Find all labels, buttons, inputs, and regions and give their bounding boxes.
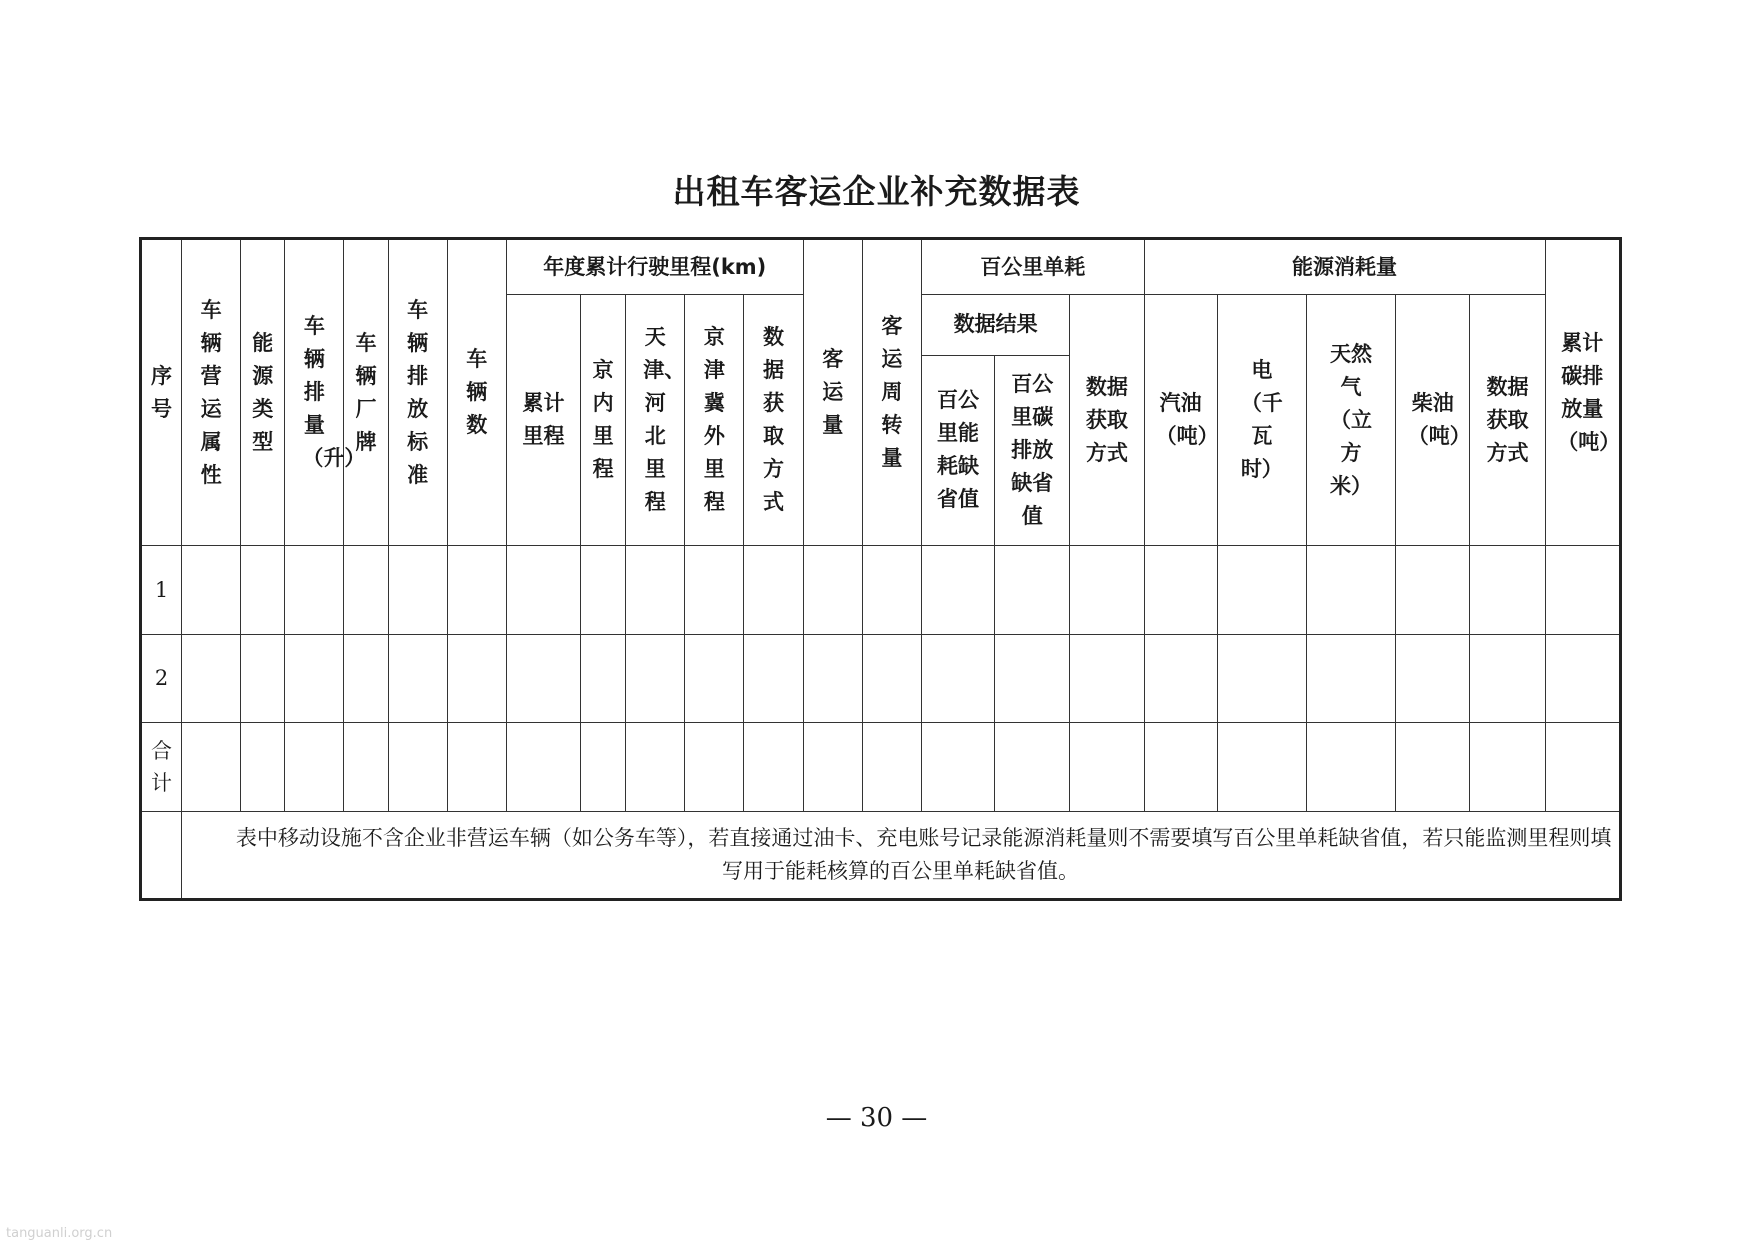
header-per100-carbon-default: 百公里碳排放缺省值 <box>995 355 1070 546</box>
table-row <box>141 546 1621 634</box>
header-mileage-method: 数据获取方式 <box>744 295 803 546</box>
header-energy-group: 能源消耗量 <box>1144 239 1545 295</box>
header-mileage-total: 累计里程 <box>506 295 580 546</box>
header-vehicle-property: 车辆营运属性 <box>182 239 241 546</box>
header-mileage-outside: 京津冀外里程 <box>685 295 744 546</box>
row-label: 合计 <box>141 723 182 811</box>
table-note: 表中移动设施不含企业非营运车辆（如公务车等），若直接通过油卡、充电账号记录能源消耗量则不需要填写百公里单耗缺省值，若只能监测里程则填写用于能耗核算的百公里单耗缺省值。 <box>182 811 1621 899</box>
table-row <box>141 634 1621 722</box>
page-title: 出租车客运企业补充数据表 <box>672 172 1081 211</box>
header-passengers: 客运量 <box>803 239 862 546</box>
header-index: 序号 <box>141 239 182 546</box>
header-brand: 车辆厂牌 <box>344 239 388 546</box>
header-per100-method: 数据获取方式 <box>1070 295 1144 546</box>
header-passenger-turnover: 客运周转量 <box>862 239 921 546</box>
row-label: 2 <box>141 634 182 722</box>
header-displacement: 车辆排量（升） <box>285 239 344 546</box>
header-per100-energy-default: 百公里能耗缺省值 <box>921 355 994 546</box>
header-electricity: 电（千瓦时） <box>1217 295 1306 546</box>
header-vehicle-count: 车辆数 <box>447 239 506 546</box>
header-emission-standard: 车辆排放标准 <box>388 239 447 546</box>
table-row <box>141 723 1621 811</box>
header-energy-method: 数据获取方式 <box>1470 295 1545 546</box>
watermark: tanguanli.org.cn <box>6 1226 113 1241</box>
header-mileage-tianjin-hebei: 天津、河北里程 <box>626 295 685 546</box>
page-number: — 30 — <box>825 1103 928 1133</box>
header-carbon-total: 累计碳排放量（吨） <box>1545 239 1620 546</box>
header-mileage-beijing: 京内里程 <box>581 295 626 546</box>
header-energy-type: 能源类型 <box>241 239 285 546</box>
supplementary-data-table <box>139 237 1622 901</box>
header-per100-result: 数据结果 <box>921 295 1069 355</box>
header-diesel: 柴油（吨） <box>1396 295 1470 546</box>
header-natural-gas: 天然气（立方米） <box>1306 295 1395 546</box>
note-blank-cell <box>141 811 182 899</box>
header-gasoline: 汽油（吨） <box>1144 295 1217 546</box>
header-per100-group: 百公里单耗 <box>921 239 1144 295</box>
row-label: 1 <box>141 546 182 634</box>
header-mileage-group: 年度累计行驶里程(km) <box>506 239 803 295</box>
